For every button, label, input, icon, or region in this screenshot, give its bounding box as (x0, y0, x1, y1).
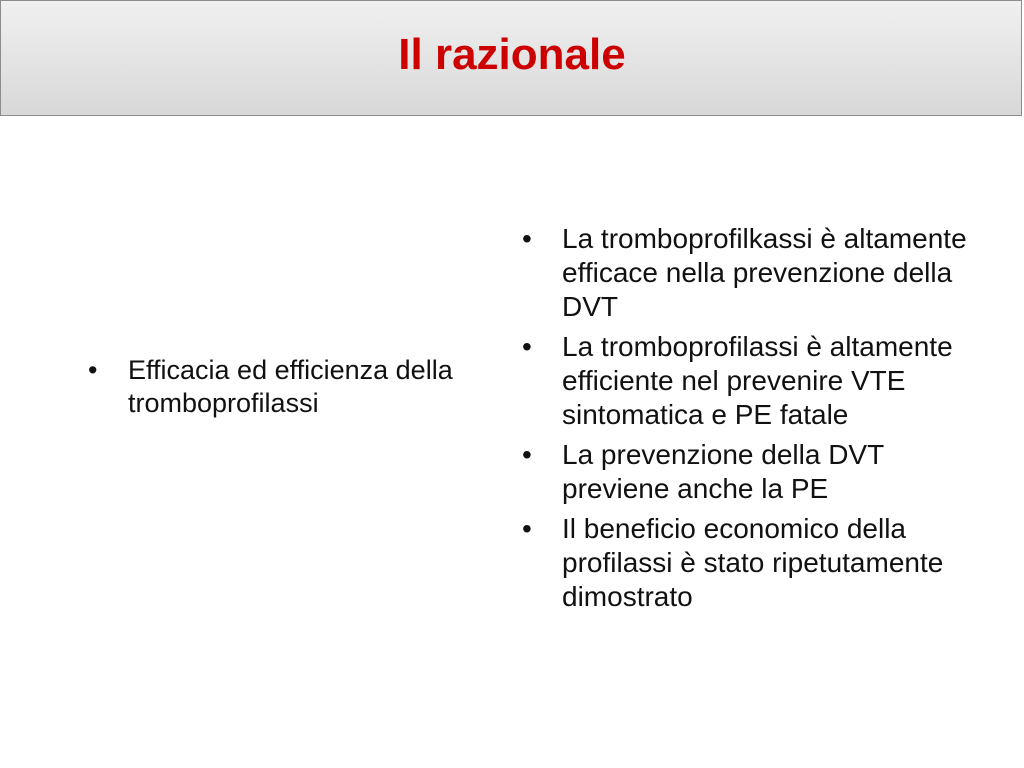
bullet-icon: • (522, 223, 532, 254)
bullet-text: Efficacia ed efficienza della tromboprofilassi (128, 355, 453, 418)
bullet-icon: • (522, 331, 532, 362)
list-item (88, 354, 468, 420)
list-item (522, 330, 982, 432)
list-item (522, 512, 982, 614)
list-item (522, 438, 982, 506)
bullet-text: Il beneficio economico della profilassi è stato ripetutamente dimostrato (562, 513, 944, 612)
bullet-icon: • (522, 439, 532, 470)
slide-title: Il razionale (398, 30, 626, 79)
bullet-text: La prevenzione della DVT previene anche la PE (562, 439, 884, 504)
bullet-text: La tromboprofilassi è altamente efficiente nel prevenire VTE sintomatica e PE fatale (562, 331, 953, 430)
bullet-icon: • (88, 355, 98, 385)
right-bullet-list (522, 222, 982, 620)
left-bullet-list (88, 354, 468, 426)
bullet-text: La tromboprofilkassi è altamente efficace nella prevenzione della DVT (562, 223, 967, 322)
list-item (522, 222, 982, 324)
title-bar (0, 0, 1022, 116)
bullet-icon: • (522, 513, 532, 544)
